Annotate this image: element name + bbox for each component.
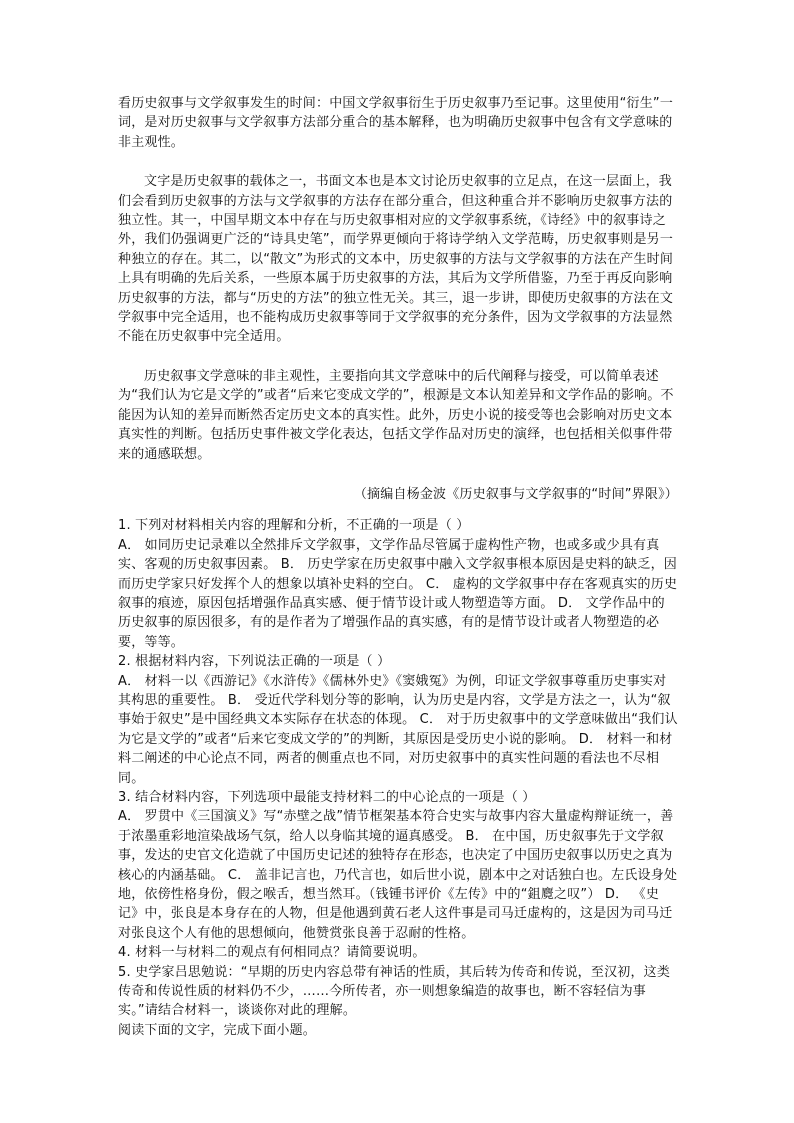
question-1-options: A． 如同历史记录难以全然排斥文学叙事，文学作品尽管属于虚构性产物，也或多或少具有真实、客观的历史叙事因素。 B． 历史学家在历史叙事中融入文学叙事根本原因是史料的缺乏，因而历史学家只好发挥个人的想象以填补史料的空白。 C． 虚构的文学叙事中存在客观真实的历史叙事的痕迹，原因包括增强作品真实感、便于情节设计或人物塑造等方面。 D． 文学作品中的历史叙事的原因很多，有的是作者为了增强作品的真实感，有的是情节设计或者人物塑造的必要，等等。 (118, 537, 678, 650)
passage-paragraph-1: 文字是历史叙事的载体之一，书面文本也是本文讨论历史叙事的立足点，在这一层面上，我们会看到历史叙事的方法与文学叙事的方法存在部分重合，但这种重合并不影响历史叙事方法的独立性。其一，中国早期文本中存在与历史叙事相对应的文学叙事系统，《诗经》中的叙事诗之外，我们仍强调更广泛的“诗具史笔”，而学界更倾向于将诗学纳入文学范畴，历史叙事则是另一种独立的存在。其二，以“散文”为形式的文本中，历史叙事的方法与文学叙事的方法在产生时间上具有明确的先后关系，一些原本属于历史叙事的方法，其后为文学所借鉴，乃至于再反向影响历史叙事的方法，都与“历史的方法”的独立性无关。其三，退一步讲，即使历史叙事的方法在文学叙事中完全适用，也不能构成历史叙事等同于文学叙事的充分条件，因为文学叙事的方法显然不能在历史叙事中完全适用。 (118, 174, 674, 345)
question-4: 4. 材料一与材料二的观点有何相同点？请简要说明。 (118, 945, 426, 961)
source-citation: （摘编自杨金波《历史叙事与文学叙事的“时间”界限》） (353, 486, 678, 502)
question-3-stem: 3. 结合材料内容，下列选项中最能支持材料二的中心论点的一项是（ ） (118, 790, 536, 805)
paragraph-gap (118, 152, 678, 172)
passage-paragraph-2: 历史叙事文学意味的非主观性，主要指向其文学意味中的后代阐释与接受，可以简单表述为“我们认为它是文学的”或者“后来它变成文学的”，根源是文本认知差异和文学作品的影响。不能因为认知的差异而断然否定历史文本的真实性。此外，历史小说的接受等也会影响对历史文本真实性的判断。包括历史事件被文学化表达，包括文学作品对历史的演绎，也包括相关似事件带来的通感联想。 (118, 368, 674, 462)
paragraph-gap (118, 347, 678, 367)
question-2-options: A． 材料一以《西游记》《水浒传》《儒林外史》《窦娥冤》为例，印证文学叙事尊重历史事实对其构思的重要性。 B． 受近代学科划分等的影响，认为历史是内容，文学是方法之一，认为“叙事始于叙史”是中国经典文本实际存在状态的体现。 C． 对于历史叙事中的文学意味做出“我们认为它是文学的”或者“后来它变成文学的”的判断，其原因是受历史小说的影响。 D． 材料一和材料二阐述的中心论点不同，两者的侧重点也不同，对历史叙事中的真实性问题的看法也不尽相同。 (118, 673, 678, 786)
passage-paragraph-intro: 看历史叙事与文学叙事发生的时间：中国文学叙事衍生于历史叙事乃至记事。这里使用“衍生”一词，是对历史叙事与文学叙事方法部分重合的基本解释，也为明确历史叙事中包含有文学意味的非主观性。 (118, 96, 674, 150)
paragraph-gap (118, 464, 678, 484)
question-3-options: A． 罗贯中《三国演义》写“赤壁之战”情节框架基本符合史实与故事内容大量虚构辩证统一，善于浓墨重彩地渲染战场气氛，给人以身临其境的逼真感受。 B． 在中国，历史叙事先于文学叙事，发达的史官文化造就了中国历史记述的独特存在形态，也决定了中国历史叙事以历史之真为核心的内涵基础。 C． 盖非记言也，乃代言也，如后世小说，剧本中之对话独白也。左氏设身处地，依傍性格身份，假之喉舌，想当然耳。（钱锺书评价《左传》中的“鉏麑之叹”） D． 《史记》中，张良是本身存在的人物，但是他遇到黄石老人这件事是司马迁虚构的，这是因为司马迁对张良这个人有他的思想倾向，他赞赏张良善于忍耐的性格。 (118, 809, 678, 941)
document-page (118, 94, 678, 1040)
question-2-stem: 2. 根据材料内容，下列说法正确的一项是（ ） (118, 654, 391, 670)
question-5: 5. 史学家吕思勉说：“早期的历史内容总带有神话的性质，其后转为传奇和传说，至汉初，这类传奇和传说性质的材料仍不少，……今所传者，亦一则想象编造的故事也，断不容轻信为事实。”请结合材料一，谈谈你对此的理解。 (118, 964, 671, 1019)
reading-instruction: 阅读下面的文字，完成下面小题。 (118, 1022, 317, 1038)
question-1-stem: 1. 下列对材料相关内容的理解和分析，不正确的一项是（ ） (118, 518, 470, 534)
questions-section (118, 516, 678, 1040)
